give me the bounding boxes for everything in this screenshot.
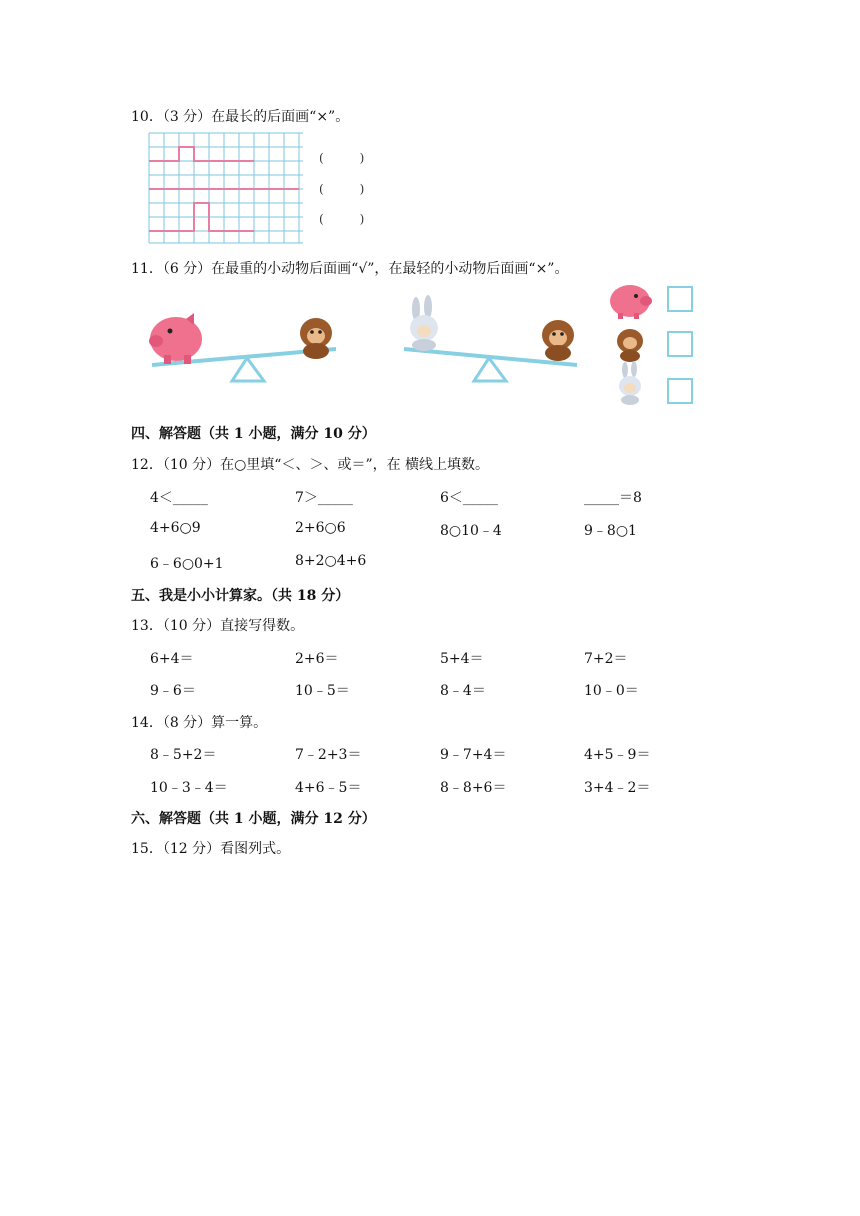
q11-text: 11．（6 分）在最重的小动物后面画“√”，在最轻的小动物后面画“×”。 <box>131 261 569 277</box>
q12-item[interactable]: 8○10﹣4 <box>440 523 502 539</box>
rabbit-icon <box>619 361 641 405</box>
q10-grid-figure <box>146 131 306 245</box>
section-6-title: 六、解答题（共 1 小题，满分 12 分） <box>131 811 376 827</box>
q12-item[interactable]: 2+6○6 <box>295 520 346 536</box>
q14-item[interactable]: 4+5﹣9＝ <box>584 747 651 763</box>
q12-item[interactable]: 4＜_____ <box>150 490 208 506</box>
q11-seesaw-figure <box>140 283 700 411</box>
answer-box-3 <box>668 379 692 403</box>
q13-item[interactable]: 10﹣0＝ <box>584 683 639 699</box>
q12-item[interactable]: _____＝8 <box>584 490 642 506</box>
section-4-title: 四、解答题（共 1 小题，满分 10 分） <box>131 426 376 442</box>
q14-item[interactable]: 4+6﹣5＝ <box>295 780 362 796</box>
q14-item[interactable]: 8﹣5+2＝ <box>150 747 217 763</box>
q12-item[interactable]: 6＜_____ <box>440 490 498 506</box>
pig-icon <box>149 313 202 364</box>
seesaw-middle <box>404 295 577 381</box>
q13-item[interactable]: 6+4＝ <box>150 651 194 667</box>
q14-item[interactable]: 3+4﹣2＝ <box>584 780 651 796</box>
q10-answer-slot-3[interactable]: ( ) <box>319 212 365 226</box>
q14-item[interactable]: 10﹣3﹣4＝ <box>150 780 228 796</box>
q13-item[interactable]: 2+6＝ <box>295 651 339 667</box>
seesaw-left <box>149 313 336 381</box>
pig-icon <box>610 285 652 319</box>
q15-text: 15．（12 分）看图列式。 <box>131 841 291 857</box>
q10-text: 10．（3 分）在最长的后面画“×”。 <box>131 109 350 125</box>
monkey-icon <box>617 329 643 362</box>
q10-answer-slot-1[interactable]: ( ) <box>319 151 365 165</box>
q13-item[interactable]: 10﹣5＝ <box>295 683 350 699</box>
monkey-icon <box>300 318 332 359</box>
q14-item[interactable]: 9﹣7+4＝ <box>440 747 507 763</box>
q12-item[interactable]: 9﹣8○1 <box>584 523 637 539</box>
section-5-title: 五、我是小小计算家。（共 18 分） <box>131 588 350 604</box>
q12-item[interactable]: 4+6○9 <box>150 520 201 536</box>
q12-item[interactable]: 8+2○4+6 <box>295 553 367 569</box>
answer-box-2 <box>668 332 692 356</box>
q13-item[interactable]: 7+2＝ <box>584 651 628 667</box>
q13-item[interactable]: 9﹣6＝ <box>150 683 196 699</box>
q14-item[interactable]: 7﹣2+3＝ <box>295 747 362 763</box>
q10-answer-slot-2[interactable]: ( ) <box>319 182 365 196</box>
q12-text: 12．（10 分）在○里填“＜、＞、或＝”，在 横线上填数。 <box>131 457 490 473</box>
q12-item[interactable]: 7＞_____ <box>295 490 353 506</box>
q14-item[interactable]: 8﹣8+6＝ <box>440 780 507 796</box>
q13-item[interactable]: 8﹣4＝ <box>440 683 486 699</box>
animal-answer-column <box>610 285 692 405</box>
rabbit-icon <box>410 295 438 351</box>
q13-item[interactable]: 5+4＝ <box>440 651 484 667</box>
q13-text: 13．（10 分）直接写得数。 <box>131 618 305 634</box>
answer-box-1 <box>668 287 692 311</box>
q12-item[interactable]: 6﹣6○0+1 <box>150 556 224 572</box>
q14-text: 14．（8 分）算一算。 <box>131 715 268 731</box>
monkey-icon <box>542 320 574 361</box>
